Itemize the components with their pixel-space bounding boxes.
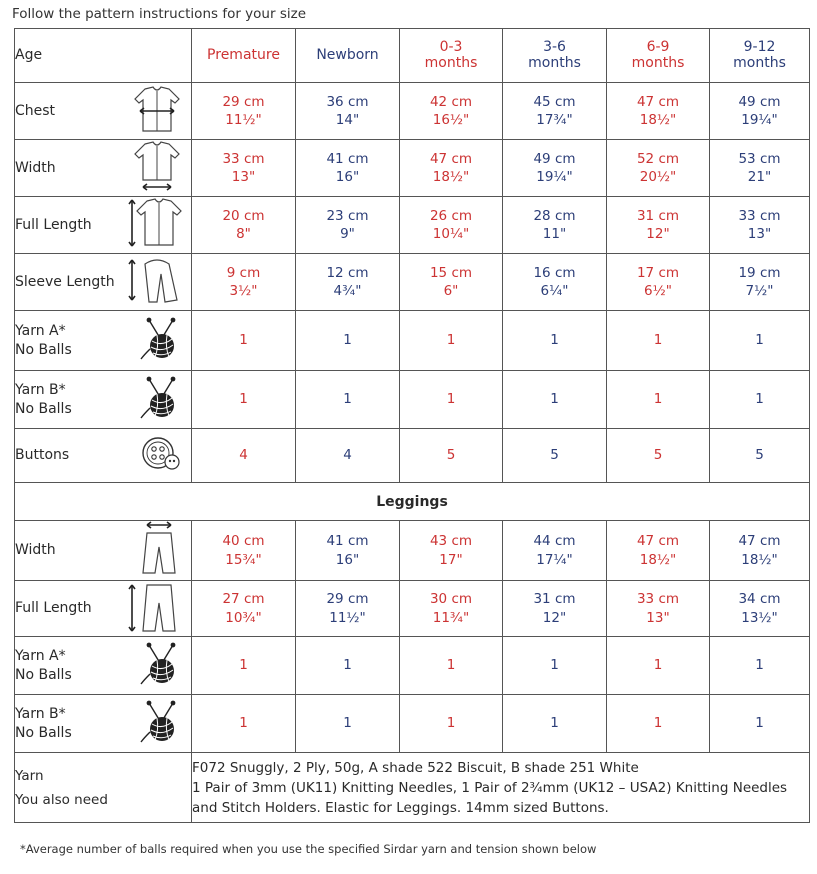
yarn-ball-icon xyxy=(139,317,183,365)
table-row xyxy=(15,140,810,197)
imperial-value: 8" xyxy=(236,226,251,242)
metric-value: 1 xyxy=(550,332,559,349)
table-row xyxy=(15,371,810,429)
metric-value: 1 xyxy=(755,332,764,349)
leggings-3-value-cell xyxy=(296,695,400,753)
metric-value: 31 cm xyxy=(533,591,576,608)
leggings-3-value-cell xyxy=(192,695,296,753)
yarn-ball-icon xyxy=(139,376,183,424)
cardigan-3-value-cell xyxy=(607,254,710,311)
size-header-line2: months xyxy=(528,54,581,71)
size-header-line1: 6-9 xyxy=(646,39,670,56)
leggings-1-value-cell xyxy=(503,581,607,637)
table-row xyxy=(15,581,810,637)
metric-value: 29 cm xyxy=(326,591,369,608)
size-header-line1: 3-6 xyxy=(543,39,566,56)
imperial-value: 15¾" xyxy=(225,551,262,568)
cardigan-2-value-cell xyxy=(296,197,400,254)
leggings-1-value-cell xyxy=(192,581,296,637)
age-label: Age xyxy=(15,29,192,83)
metric-value: 53 cm xyxy=(738,150,781,167)
imperial-value: 4¾" xyxy=(333,283,362,299)
cardigan-4-value-cell xyxy=(192,311,296,371)
row-label: Width xyxy=(15,542,56,559)
cardigan-6-value-cell xyxy=(192,429,296,483)
cardigan-2-value-cell xyxy=(192,197,296,254)
cardigan-5-value-cell xyxy=(192,371,296,429)
imperial-value: 13" xyxy=(646,609,670,626)
imperial-value: 21" xyxy=(747,169,772,185)
size-header-line2: months xyxy=(733,54,786,71)
cardigan-0-value-cell xyxy=(296,83,400,140)
cardigan-1-value-cell xyxy=(607,140,710,197)
imperial-value: 13" xyxy=(747,226,772,242)
cardigan-3-value-cell xyxy=(296,254,400,311)
metric-value: 44 cm xyxy=(533,533,576,550)
metric-value: 1 xyxy=(653,332,663,349)
leggings-2-value-cell xyxy=(192,637,296,695)
metric-value: 33 cm xyxy=(738,207,781,224)
yarn-ball-icon xyxy=(139,700,183,748)
metric-value: 49 cm xyxy=(533,150,576,167)
imperial-value: 11¾" xyxy=(432,609,470,626)
size-header-5 xyxy=(710,29,810,83)
table-row xyxy=(15,695,810,753)
cardigan-3-value-cell xyxy=(710,254,810,311)
metric-value: 1 xyxy=(239,715,248,732)
metric-value: 1 xyxy=(343,391,352,408)
imperial-value: 3½" xyxy=(229,283,258,299)
cardigan-6-value-cell xyxy=(296,429,400,483)
imperial-value: 9" xyxy=(340,226,355,242)
metric-value: 41 cm xyxy=(326,150,369,167)
row-label: Yarn A* No Balls xyxy=(15,322,72,358)
table-row xyxy=(15,83,810,140)
cardigan-2-value-cell xyxy=(503,197,607,254)
metric-value: 29 cm xyxy=(222,93,265,110)
metric-value: 27 cm xyxy=(222,591,265,608)
intro-text: Follow the pattern instructions for your size xyxy=(12,6,307,22)
cardigan-3-value-cell xyxy=(503,254,607,311)
metric-value: 1 xyxy=(239,657,248,674)
leggings-0-value-cell xyxy=(400,521,503,581)
metric-value: 4 xyxy=(239,447,248,464)
leggings-2-label-cell xyxy=(15,637,192,695)
cardigan-3-label-cell xyxy=(15,254,192,311)
metric-value: 41 cm xyxy=(326,533,369,550)
metric-value: 33 cm xyxy=(636,591,680,608)
metric-value: 1 xyxy=(653,715,663,732)
metric-value: 47 cm xyxy=(636,93,680,110)
sleeve-length-icon xyxy=(127,254,183,310)
row-label: Yarn B* No Balls xyxy=(15,705,72,741)
size-header-line1: Newborn xyxy=(316,46,379,63)
metric-value: 9 cm xyxy=(226,264,261,281)
materials-list: 1 Pair of 3mm (UK11) Knitting Needles, 1 Pair of 2¾mm (UK12 – USA2) Knitting Needles and Stitch Holders. Elastic for Leggings. 14mm sized Buttons. xyxy=(192,779,788,816)
metric-value: 1 xyxy=(239,332,248,349)
imperial-value: 20½" xyxy=(639,169,677,185)
imperial-value: 17" xyxy=(439,551,463,568)
row-label: Yarn B* No Balls xyxy=(15,381,72,417)
cardigan-2-value-cell xyxy=(607,197,710,254)
row-label: Buttons xyxy=(15,447,70,464)
metric-value: 12 cm xyxy=(326,264,369,281)
cardigan-0-value-cell xyxy=(607,83,710,140)
footnote: *Average number of balls required when you use the specified Sirdar yarn and tension shown below xyxy=(20,842,597,856)
metric-value: 49 cm xyxy=(738,93,781,110)
imperial-value: 6" xyxy=(443,283,459,299)
metric-value: 5 xyxy=(755,447,764,464)
cardigan-1-value-cell xyxy=(296,140,400,197)
imperial-value: 18½" xyxy=(639,551,677,568)
size-header-2 xyxy=(400,29,503,83)
cardigan-1-value-cell xyxy=(400,140,503,197)
imperial-value: 13½" xyxy=(741,609,778,626)
leggings-0-value-cell xyxy=(710,521,810,581)
size-header-line1: 9-12 xyxy=(743,39,776,56)
imperial-value: 6¼" xyxy=(540,283,569,299)
metric-value: 52 cm xyxy=(636,150,680,167)
table-row xyxy=(15,521,810,581)
leggings-3-label-cell xyxy=(15,695,192,753)
cardigan-6-value-cell xyxy=(710,429,810,483)
cardigan-width-icon xyxy=(131,140,183,196)
imperial-value: 14" xyxy=(335,112,360,128)
yarn-text-cell xyxy=(192,753,810,823)
metric-value: 5 xyxy=(446,447,456,464)
imperial-value: 18½" xyxy=(741,551,778,568)
button-icon xyxy=(139,432,183,480)
imperial-value: 13" xyxy=(231,169,256,185)
also-need-label: You also need xyxy=(15,791,108,808)
size-header-3 xyxy=(503,29,607,83)
metric-value: 40 cm xyxy=(222,533,265,550)
metric-value: 16 cm xyxy=(533,264,576,281)
row-label: Yarn A* No Balls xyxy=(15,647,72,683)
leggings-1-value-cell xyxy=(296,581,400,637)
metric-value: 31 cm xyxy=(636,207,680,224)
table-row xyxy=(15,311,810,371)
metric-value: 1 xyxy=(239,391,248,408)
size-header-1 xyxy=(296,29,400,83)
yarn-label-cell xyxy=(15,753,192,823)
leggings-1-value-cell xyxy=(607,581,710,637)
imperial-value: 18½" xyxy=(639,112,677,128)
imperial-value: 16½" xyxy=(432,112,470,128)
yarn-row xyxy=(15,753,810,823)
cardigan-6-value-cell xyxy=(607,429,710,483)
cardigan-5-value-cell xyxy=(607,371,710,429)
cardigan-1-value-cell xyxy=(192,140,296,197)
imperial-value: 10¾" xyxy=(225,609,262,626)
metric-value: 43 cm xyxy=(429,533,473,550)
size-header-line1: 0-3 xyxy=(439,39,463,56)
metric-value: 28 cm xyxy=(533,207,576,224)
imperial-value: 10¼" xyxy=(432,226,470,242)
metric-value: 23 cm xyxy=(326,207,369,224)
leggings-2-value-cell xyxy=(296,637,400,695)
cardigan-length-icon xyxy=(127,197,183,253)
cardigan-5-label-cell xyxy=(15,371,192,429)
cardigan-0-value-cell xyxy=(710,83,810,140)
metric-value: 1 xyxy=(550,715,559,732)
metric-value: 33 cm xyxy=(222,150,265,167)
metric-value: 17 cm xyxy=(636,264,680,281)
leggings-2-value-cell xyxy=(607,637,710,695)
size-header-4 xyxy=(607,29,710,83)
size-header-line2: months xyxy=(424,54,478,71)
cardigan-chest-icon xyxy=(131,83,183,139)
imperial-value: 16" xyxy=(335,551,360,568)
table-row xyxy=(15,637,810,695)
metric-value: 36 cm xyxy=(326,93,369,110)
imperial-value: 11½" xyxy=(329,609,366,626)
cardigan-1-value-cell xyxy=(503,140,607,197)
leggings-2-value-cell xyxy=(710,637,810,695)
yarn-spec: F072 Snuggly, 2 Ply, 50g, A shade 522 Biscuit, B shade 251 White xyxy=(192,759,639,776)
imperial-value: 6½" xyxy=(644,283,672,299)
metric-value: 19 cm xyxy=(738,264,781,281)
leggings-3-value-cell xyxy=(607,695,710,753)
metric-value: 4 xyxy=(343,447,352,464)
leggings-0-value-cell xyxy=(607,521,710,581)
cardigan-3-value-cell xyxy=(400,254,503,311)
leggings-length-icon xyxy=(127,579,183,639)
metric-value: 1 xyxy=(446,391,456,408)
imperial-value: 12" xyxy=(646,226,670,242)
size-header-0 xyxy=(192,29,296,83)
metric-value: 26 cm xyxy=(429,207,473,224)
row-label: Full Length xyxy=(15,216,92,233)
leggings-0-value-cell xyxy=(503,521,607,581)
cardigan-5-value-cell xyxy=(710,371,810,429)
imperial-value: 11" xyxy=(542,226,567,242)
metric-value: 1 xyxy=(343,715,352,732)
cardigan-5-value-cell xyxy=(400,371,503,429)
metric-value: 47 cm xyxy=(636,533,680,550)
cardigan-4-value-cell xyxy=(296,311,400,371)
leggings-2-value-cell xyxy=(503,637,607,695)
imperial-value: 17¼" xyxy=(536,551,573,568)
section-title-leggings: Leggings xyxy=(15,483,810,521)
imperial-value: 12" xyxy=(542,609,567,626)
leggings-0-value-cell xyxy=(296,521,400,581)
cardigan-1-value-cell xyxy=(710,140,810,197)
cardigan-5-value-cell xyxy=(503,371,607,429)
cardigan-2-value-cell xyxy=(400,197,503,254)
leggings-3-value-cell xyxy=(503,695,607,753)
imperial-value: 17¾" xyxy=(536,112,573,128)
cardigan-4-value-cell xyxy=(503,311,607,371)
metric-value: 1 xyxy=(550,657,559,674)
metric-value: 1 xyxy=(653,657,663,674)
leggings-width-icon xyxy=(139,521,183,581)
leggings-3-value-cell xyxy=(710,695,810,753)
cardigan-4-label-cell xyxy=(15,311,192,371)
leggings-0-value-cell xyxy=(192,521,296,581)
metric-value: 1 xyxy=(755,391,764,408)
cardigan-0-label-cell xyxy=(15,83,192,140)
cardigan-4-value-cell xyxy=(710,311,810,371)
imperial-value: 18½" xyxy=(432,169,470,185)
leggings-0-label-cell xyxy=(15,521,192,581)
row-label: Width xyxy=(15,159,56,176)
row-label: Sleeve Length xyxy=(15,273,115,290)
metric-value: 47 cm xyxy=(429,150,473,167)
metric-value: 1 xyxy=(755,657,764,674)
cardigan-0-value-cell xyxy=(400,83,503,140)
metric-value: 1 xyxy=(755,715,764,732)
cardigan-0-value-cell xyxy=(192,83,296,140)
metric-value: 1 xyxy=(446,657,456,674)
metric-value: 34 cm xyxy=(738,591,781,608)
size-header-line2: months xyxy=(631,54,685,71)
imperial-value: 16" xyxy=(335,169,360,185)
metric-value: 42 cm xyxy=(429,93,473,110)
leggings-1-value-cell xyxy=(400,581,503,637)
leggings-1-label-cell xyxy=(15,581,192,637)
yarn-label: Yarn xyxy=(15,767,44,784)
metric-value: 45 cm xyxy=(533,93,576,110)
cardigan-5-value-cell xyxy=(296,371,400,429)
leggings-1-value-cell xyxy=(710,581,810,637)
metric-value: 1 xyxy=(653,391,663,408)
row-label: Full Length xyxy=(15,600,92,617)
metric-value: 1 xyxy=(550,391,559,408)
cardigan-2-value-cell xyxy=(710,197,810,254)
leggings-section-row xyxy=(15,483,810,521)
cardigan-6-label-cell xyxy=(15,429,192,483)
cardigan-4-value-cell xyxy=(607,311,710,371)
cardigan-6-value-cell xyxy=(400,429,503,483)
header-row xyxy=(15,29,810,83)
metric-value: 5 xyxy=(550,447,559,464)
metric-value: 1 xyxy=(343,332,352,349)
metric-value: 20 cm xyxy=(222,207,265,224)
table-row xyxy=(15,197,810,254)
size-header-line1: Premature xyxy=(207,46,280,63)
metric-value: 30 cm xyxy=(429,591,473,608)
table-row xyxy=(15,254,810,311)
table-row xyxy=(15,429,810,483)
cardigan-3-value-cell xyxy=(192,254,296,311)
imperial-value: 19¼" xyxy=(536,169,573,185)
imperial-value: 19¼" xyxy=(741,112,778,128)
cardigan-4-value-cell xyxy=(400,311,503,371)
cardigan-1-label-cell xyxy=(15,140,192,197)
cardigan-2-label-cell xyxy=(15,197,192,254)
cardigan-6-value-cell xyxy=(503,429,607,483)
leggings-3-value-cell xyxy=(400,695,503,753)
metric-value: 1 xyxy=(446,715,456,732)
metric-value: 5 xyxy=(653,447,663,464)
metric-value: 15 cm xyxy=(429,264,473,281)
row-label: Chest xyxy=(15,102,56,119)
cardigan-0-value-cell xyxy=(503,83,607,140)
imperial-value: 11½" xyxy=(225,112,262,128)
leggings-2-value-cell xyxy=(400,637,503,695)
imperial-value: 7½" xyxy=(745,283,774,299)
yarn-ball-icon xyxy=(139,642,183,690)
size-table xyxy=(14,28,810,823)
metric-value: 1 xyxy=(343,657,352,674)
metric-value: 47 cm xyxy=(738,533,781,550)
metric-value: 1 xyxy=(446,332,456,349)
